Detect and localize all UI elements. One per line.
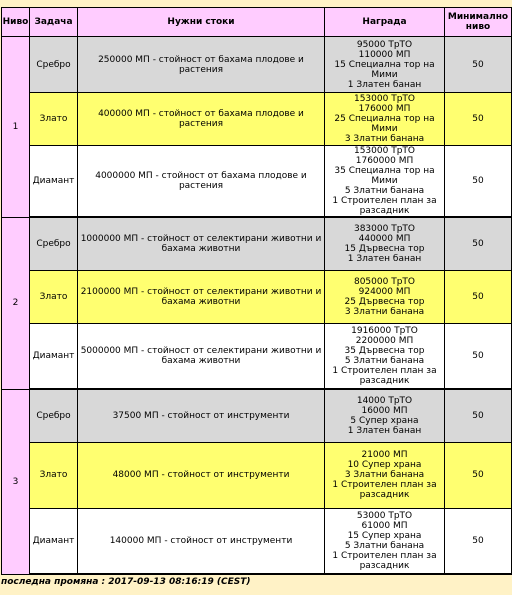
reward-line: 5 Златни банана bbox=[344, 186, 425, 196]
reward-line: 1 Строителен план за разсадник bbox=[332, 196, 437, 216]
table-row bbox=[2, 93, 512, 146]
reward-line: 15 Специална тор на Мими bbox=[334, 59, 435, 80]
table-row bbox=[2, 323, 512, 389]
table-row bbox=[2, 508, 512, 574]
reward-line: 1 Строителен план за разсадник bbox=[332, 550, 437, 571]
reward-cell bbox=[325, 508, 445, 574]
reward-line: 153000 ТрТО bbox=[353, 94, 415, 104]
level-cell: 1 bbox=[2, 37, 30, 218]
goods-cell: 1000000 МП - стойност от селектирани животни и бахама животни bbox=[78, 217, 325, 270]
reward-line: 1 Златен банан bbox=[347, 79, 422, 90]
min-level-cell: 50 bbox=[445, 37, 512, 93]
min-level-cell: 50 bbox=[445, 217, 512, 270]
reward-line: 924000 МП bbox=[358, 286, 411, 297]
min-level-cell: 50 bbox=[445, 508, 512, 574]
header-min-level: Минимално ниво bbox=[445, 8, 512, 37]
min-level-cell: 50 bbox=[445, 442, 512, 508]
reward-line: 805000 ТрТО bbox=[353, 276, 415, 287]
reward-line: 16000 МП bbox=[361, 405, 408, 416]
reward-cell bbox=[325, 217, 445, 270]
task-cell: Злато bbox=[30, 270, 78, 323]
reward-line: 95000 ТрТО bbox=[356, 39, 413, 50]
table-body bbox=[2, 37, 512, 575]
reward-line: 440000 МП bbox=[358, 233, 411, 244]
table-row bbox=[2, 270, 512, 323]
reward-cell bbox=[325, 442, 445, 508]
reward-cell bbox=[325, 270, 445, 323]
table-row bbox=[2, 37, 512, 93]
reward-line: 110000 МП bbox=[358, 49, 411, 60]
min-level-cell: 50 bbox=[445, 270, 512, 323]
reward-line: 25 Специална тор на Мими bbox=[334, 114, 435, 134]
goods-cell: 2100000 МП - стойност от селектирани животни и бахама животни bbox=[78, 270, 325, 323]
goods-cell: 4000000 МП - стойност от бахама плодове и растения bbox=[78, 146, 325, 218]
reward-line: 1 Строителен план за разсадник bbox=[332, 365, 437, 386]
reward-cell bbox=[325, 93, 445, 146]
task-cell: Злато bbox=[30, 93, 78, 146]
reward-cell bbox=[325, 389, 445, 442]
header-level: Ниво bbox=[2, 8, 30, 37]
min-level-cell: 50 bbox=[445, 323, 512, 389]
task-cell: Сребро bbox=[30, 217, 78, 270]
table-row bbox=[2, 217, 512, 270]
reward-line: 53000 ТрТО bbox=[356, 510, 413, 521]
header-row bbox=[2, 8, 512, 37]
reward-line: 383000 ТрТО bbox=[353, 223, 415, 234]
table-row bbox=[2, 146, 512, 218]
goods-cell: 140000 МП - стойност от инструменти bbox=[78, 508, 325, 574]
level-cell: 2 bbox=[2, 217, 30, 389]
reward-cell bbox=[325, 146, 445, 218]
reward-line: 3 Златни банана bbox=[344, 306, 425, 317]
reward-line: 15 Супер храна bbox=[347, 530, 422, 541]
min-level-cell: 50 bbox=[445, 389, 512, 442]
last-modified: последна промяна : 2017-09-13 08:16:19 (CEST) bbox=[1, 577, 251, 587]
reward-line: 1 Златен банан bbox=[347, 253, 422, 264]
reward-line: 61000 МП bbox=[361, 520, 408, 531]
reward-line: 153000 ТрТО bbox=[353, 146, 415, 156]
reward-line: 14000 ТрТО bbox=[356, 395, 413, 406]
reward-line: 1916000 ТрТО bbox=[351, 325, 418, 336]
goods-cell: 250000 МП - стойност от бахама плодове и растения bbox=[78, 37, 325, 93]
header-reward: Награда bbox=[325, 8, 445, 37]
min-level-cell: 50 bbox=[445, 93, 512, 146]
reward-line: 10 Супер храна bbox=[347, 460, 422, 470]
quests-table bbox=[1, 7, 512, 575]
task-cell: Злато bbox=[30, 442, 78, 508]
reward-cell bbox=[325, 323, 445, 389]
goods-cell: 48000 МП - стойност от инструменти bbox=[78, 442, 325, 508]
reward-line: 35 Специална тор на Мими bbox=[334, 166, 435, 186]
header-goods: Нужни стоки bbox=[78, 8, 325, 37]
reward-line: 5 Златни банана bbox=[344, 540, 425, 551]
task-cell: Диамант bbox=[30, 146, 78, 218]
reward-line: 176000 МП bbox=[358, 104, 411, 114]
task-cell: Сребро bbox=[30, 37, 78, 93]
reward-line: 3 Златни банана bbox=[344, 134, 425, 144]
task-cell: Диамант bbox=[30, 323, 78, 389]
goods-cell: 5000000 МП - стойност от селектирани животни и бахама животни bbox=[78, 323, 325, 389]
task-cell: Диамант bbox=[30, 508, 78, 574]
reward-line: 1760000 МП bbox=[355, 156, 414, 166]
reward-line: 5 Златни банана bbox=[344, 355, 425, 366]
table-row bbox=[2, 442, 512, 508]
goods-cell: 37500 МП - стойност от инструменти bbox=[78, 389, 325, 442]
task-cell: Сребро bbox=[30, 389, 78, 442]
reward-cell bbox=[325, 37, 445, 93]
reward-line: 1 Златен банан bbox=[347, 425, 422, 436]
header-task: Задача bbox=[30, 8, 78, 37]
table-row bbox=[2, 389, 512, 442]
reward-line: 35 Дървесна тор bbox=[344, 345, 425, 356]
reward-line: 2200000 МП bbox=[355, 335, 414, 346]
reward-line: 15 Дървесна тор bbox=[344, 243, 425, 254]
reward-line: 25 Дървесна тор bbox=[344, 296, 425, 307]
reward-line: 3 Златни банана bbox=[344, 470, 425, 480]
reward-line: 21000 МП bbox=[361, 450, 408, 460]
reward-line: 1 Строителен план за разсадник bbox=[332, 480, 437, 500]
goods-cell: 400000 МП - стойност от бахама плодове и растения bbox=[78, 93, 325, 146]
level-cell: 3 bbox=[2, 389, 30, 574]
reward-line: 5 Супер храна bbox=[350, 415, 419, 426]
min-level-cell: 50 bbox=[445, 146, 512, 218]
